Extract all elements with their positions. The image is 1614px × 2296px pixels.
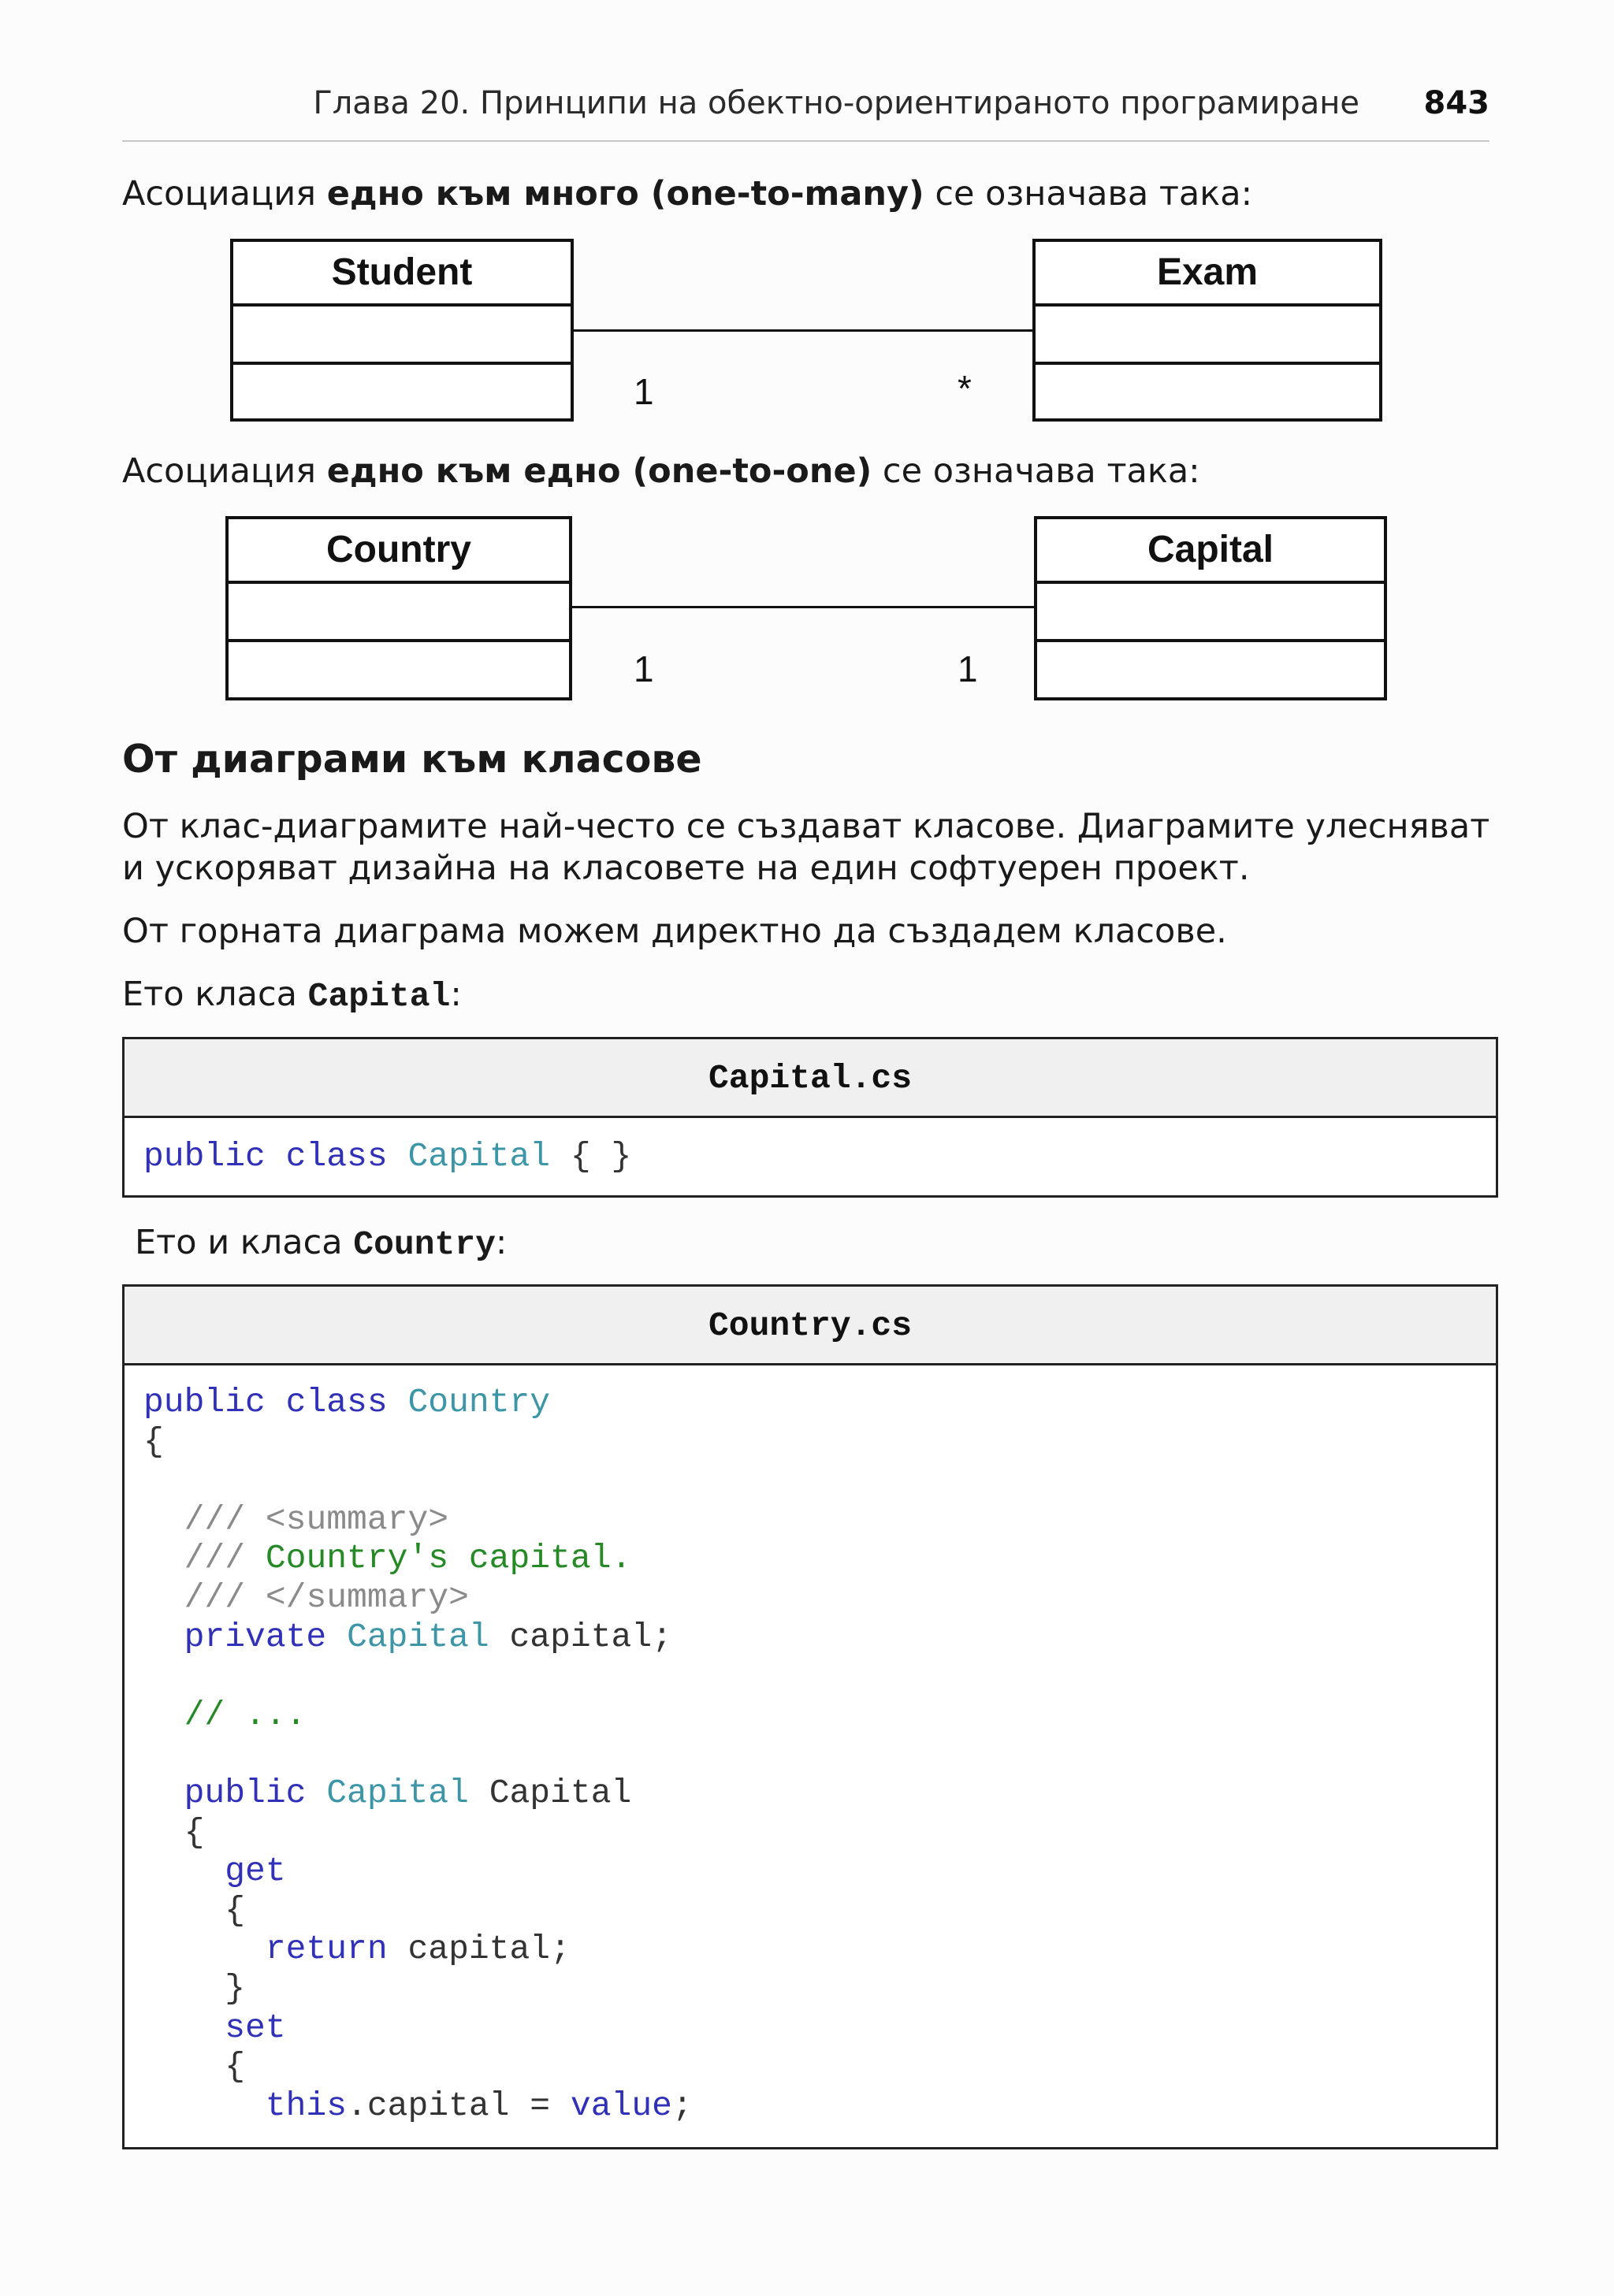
code-line <box>143 1539 1496 1578</box>
uml-class-name: Student <box>233 242 571 307</box>
code-text: .capital = <box>347 2086 571 2125</box>
paragraph-one-to-many <box>122 173 1252 215</box>
code-line <box>143 1618 1496 1657</box>
code-line <box>143 1422 1496 1462</box>
keyword: public <box>143 1137 266 1176</box>
code-filename: Country.cs <box>125 1287 1496 1365</box>
section-heading: От диаграми към класове <box>122 737 702 782</box>
code-text: Capital <box>468 1773 632 1812</box>
multiplicity-left: 1 <box>634 648 654 689</box>
doc-comment: /// <box>184 1539 246 1578</box>
code-line <box>143 2047 1496 2086</box>
uml-operations-compartment <box>233 365 571 423</box>
uml-operations-compartment <box>229 642 569 700</box>
bold-term: едно към много (one-to-many) <box>326 174 924 214</box>
type-name: Capital <box>326 1773 469 1812</box>
text: Асоциация <box>122 174 327 214</box>
paragraph-one-to-one <box>122 450 1200 492</box>
doc-comment-text: Country's capital. <box>245 1539 632 1578</box>
code-line <box>143 1930 1496 1969</box>
text: Ето и класа <box>135 1223 354 1262</box>
uml-attributes-compartment <box>233 307 571 365</box>
code-line <box>143 1137 1496 1176</box>
code-line <box>143 1500 1496 1540</box>
uml-class-capital <box>1034 516 1387 700</box>
code-text: ; <box>671 2086 693 2125</box>
comment: // ... <box>184 1695 307 1734</box>
code-line <box>143 1813 1496 1852</box>
inline-code: Capital <box>307 977 451 1016</box>
brace: } <box>225 1968 246 2008</box>
uml-attributes-compartment <box>229 584 569 642</box>
code-line <box>143 1696 1496 1735</box>
keyword: get <box>225 1852 286 1891</box>
type-name: Country <box>407 1383 551 1421</box>
paragraph-country-intro <box>135 1221 507 1266</box>
code-line-blank <box>143 1734 1496 1774</box>
code-line <box>143 1969 1496 2008</box>
code-body <box>125 1118 1496 1176</box>
text: Асоциация <box>122 451 327 491</box>
keyword: class <box>285 1383 388 1421</box>
keyword: public <box>184 1773 307 1812</box>
keyword: return <box>265 1930 388 1969</box>
association-line <box>572 606 1036 608</box>
bold-term: едно към едно (one-to-one) <box>326 451 872 491</box>
code-filename: Capital.cs <box>125 1039 1496 1118</box>
code-body <box>125 1365 1496 2125</box>
brace: { <box>225 1890 246 1930</box>
association-line <box>574 329 1034 332</box>
doc-comment: <summary> <box>245 1499 449 1539</box>
uml-class-name: Exam <box>1036 242 1379 307</box>
uml-class-exam <box>1032 239 1382 422</box>
code-text: capital; <box>387 1930 571 1969</box>
keyword: this <box>265 2086 348 2125</box>
keyword: set <box>225 2008 286 2047</box>
code-listing-country <box>122 1284 1498 2149</box>
code-line <box>143 2008 1496 2048</box>
uml-attributes-compartment <box>1037 584 1384 642</box>
uml-class-name: Capital <box>1037 519 1384 584</box>
uml-class-name: Country <box>229 519 569 584</box>
code-line <box>143 1383 1496 1422</box>
text: Ето класа <box>122 975 308 1014</box>
multiplicity-left: 1 <box>634 371 654 412</box>
text: се означава така: <box>872 451 1200 491</box>
text: : <box>495 1223 508 1262</box>
code-text: capital; <box>489 1617 672 1656</box>
brace: { <box>143 1421 164 1461</box>
code-line-blank <box>143 1656 1496 1696</box>
keyword: value <box>570 2086 672 2125</box>
chapter-title: Глава 20. Принципи на обектно-ориентираното програмиране <box>313 85 1359 121</box>
uml-attributes-compartment <box>1036 307 1379 365</box>
text: се означава така: <box>924 174 1253 214</box>
keyword: public <box>143 1383 266 1421</box>
code-line <box>143 1891 1496 1930</box>
inline-code: Country <box>353 1225 496 1264</box>
brace: { <box>225 2047 246 2086</box>
paragraph-diagrams-line1: От клас-диаграмите най-често се създават класове. Диаграмите улесняват <box>122 807 1490 846</box>
code-line <box>143 1578 1496 1618</box>
keyword: private <box>184 1617 327 1656</box>
multiplicity-right: 1 <box>958 648 978 689</box>
paragraph-diagrams-line2: и ускоряват дизайна на класовете на един софтуерен проект. <box>122 849 1250 888</box>
code-listing-capital <box>122 1037 1498 1198</box>
page-number: 843 <box>1423 85 1489 121</box>
type-name: Capital <box>347 1617 489 1656</box>
doc-comment: </summary> <box>245 1577 469 1617</box>
uml-class-country <box>225 516 572 700</box>
code-line <box>143 2086 1496 2126</box>
multiplicity-right: * <box>958 368 972 409</box>
brace: { <box>184 1812 205 1852</box>
paragraph-capital-intro <box>122 973 462 1018</box>
uml-operations-compartment <box>1036 365 1379 423</box>
doc-comment: /// <box>184 1499 246 1539</box>
type-name: Capital <box>407 1137 551 1176</box>
uml-operations-compartment <box>1037 642 1384 700</box>
code-line <box>143 1852 1496 1891</box>
uml-class-student <box>230 239 574 422</box>
page-header <box>122 79 1489 142</box>
doc-comment: /// <box>184 1577 246 1617</box>
code-text: { } <box>550 1137 632 1176</box>
code-line <box>143 1774 1496 1813</box>
paragraph-create-classes: От горната диаграма можем директно да създадем класове. <box>122 912 1227 951</box>
text: : <box>450 975 462 1014</box>
code-line-blank <box>143 1461 1496 1500</box>
keyword: class <box>285 1137 388 1176</box>
